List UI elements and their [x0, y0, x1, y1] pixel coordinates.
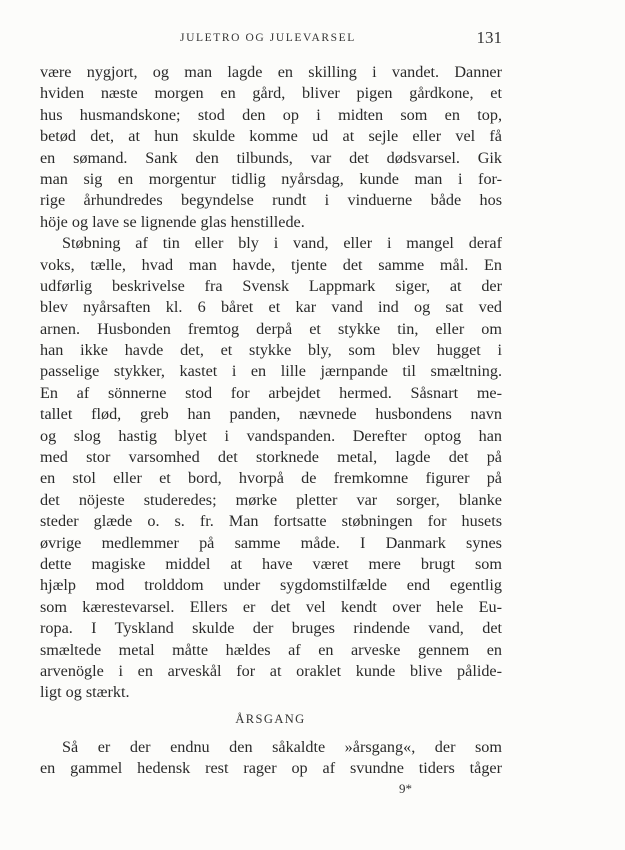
- text-line: han ikke havde det, et stykke bly, som blev hugget i: [40, 341, 502, 360]
- text-line: hus husmandskone; stod den op i midten som en top,: [40, 105, 502, 124]
- text-line: hviden næste morgen en gård, bliver pigen gårdkone, et: [40, 84, 502, 103]
- text-line: passelige stykker, kastet i en lille jærnpande til smæltning.: [40, 362, 502, 381]
- text-line: ligt og stærkt.: [40, 683, 130, 702]
- text-line: ropa. I Tyskland skulde der bruges rindende vand, det: [40, 619, 502, 638]
- text-line: betød det, at hun skulde komme ud at sejle eller vel få: [40, 127, 502, 146]
- text-line: steder glæde o. s. fr. Man fortsatte støbningen for husets: [40, 512, 502, 531]
- text-line: hjælp mod trolddom under sygdomstilfælde end egentlig: [40, 576, 502, 595]
- text-line: En af sönnerne stod for arbejdet hermed. Såsnart me-: [40, 383, 502, 402]
- text-line: voks, tælle, hvad man havde, tjente det samme mål. En: [40, 255, 502, 274]
- text-line: en stol eller et bord, hvorpå de fremkomne figurer på: [40, 469, 502, 488]
- text-line: smæltede metal måtte hældes af en arveske gennem en: [40, 640, 502, 659]
- text-line: dette magiske middel at have været mere brugt som: [40, 554, 502, 573]
- text-line: udførlig beskrivelse fra Svensk Lappmark siger, at der: [40, 276, 502, 295]
- text-line: som kærestevarsel. Ellers er det vel kendt over hele Eu-: [40, 597, 502, 616]
- text-line: med stor varsomhed det storknede metal, lagde det på: [40, 448, 502, 467]
- text-line: en sømand. Sank den tilbunds, var det dødsvarsel. Gik: [40, 148, 502, 167]
- text-line: det nöjeste studeredes; mørke pletter var sorger, blanke: [40, 490, 502, 509]
- page-number: 131: [476, 28, 502, 47]
- body-text: [40, 62, 502, 704]
- running-head: [40, 30, 502, 50]
- section-text: [40, 737, 502, 780]
- text-line: rige århundredes begyndelse rundt i vinduerne både hos: [40, 191, 502, 210]
- text-line: Så er der endnu den såkaldte »årsgang«, der som: [62, 738, 502, 756]
- text-line: en gammel hedensk rest rager op af svundne tiders tåger: [40, 759, 502, 778]
- text-line: Støbning af tin eller bly i vand, eller i mangel deraf: [62, 234, 502, 253]
- text-line: höje og lave se lignende glas henstillede.: [40, 212, 305, 231]
- text-line: tallet flød, greb han panden, nævnede husbondens navn: [40, 405, 502, 424]
- text-line: og slog hastig blyet i vandspanden. Derefter optog han: [40, 426, 502, 445]
- text-line: arvenögle i en arveskål for at oraklet kunde blive pålide-: [40, 661, 502, 680]
- text-line: man sig en morgentur tidlig nyårsdag, kunde man i for-: [40, 169, 502, 188]
- text-line: være nygjort, og man lagde en skilling i vandet. Danner: [40, 63, 502, 81]
- text-line: øvrige medlemmer på samme måde. I Danmark synes: [40, 533, 502, 552]
- text-line: arnen. Husbonden fremtog derpå et stykke tin, eller om: [40, 319, 502, 338]
- running-title: JULETRO OG JULEVARSEL: [180, 32, 356, 44]
- signature-mark: 9*: [399, 781, 412, 796]
- section-heading: ÅRSGANG: [235, 712, 306, 726]
- text-line: blev nyårsaften kl. 6 båret et kar vand ind og sat ved: [40, 298, 502, 317]
